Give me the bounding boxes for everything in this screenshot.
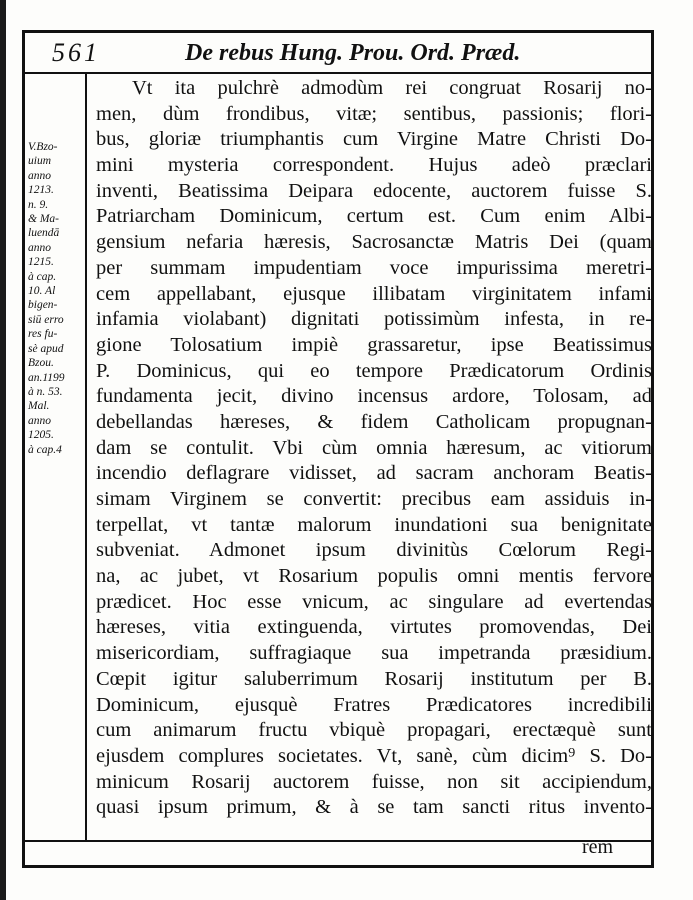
body-text [96,76,652,821]
page-number: 561 [52,38,100,67]
text-line: debellandas hæreses, & fidem Catholicam propugnan- [96,410,652,433]
running-head: De rebus Hung. Prou. Ord. Præd. [185,40,521,66]
margin-note-line: à cap. [28,270,57,283]
margin-note-line: à n. 53. [28,385,63,398]
margin-note-line: V.Bzo- [28,141,58,153]
text-line: cum animarum fructu vbiquè propagari, erectæquè sunt [96,719,652,742]
text-line: Dominicum, ejusquè Fratres Prædicatores incredibili [96,693,652,716]
text-line: prædicet. Hoc esse vnicum, ac singulare ad evertendas [96,590,652,613]
margin-note-line: res fu- [28,328,58,341]
margin-note-line: Bzou. [28,357,54,370]
header-rule [22,72,654,74]
text-line: subveniat. Admonet ipsum divinitùs Cœlorum Regi- [96,539,652,562]
margin-note-line: siū erro [28,313,64,326]
text-line: per summam impudentiam voce impurissima meretri- [96,256,652,279]
text-line: P. Dominicus, qui eo tempore Prædicatorum Ordinis [96,359,652,382]
margin-note-line: n. 9. [28,198,49,211]
text-line: na, ac jubet, vt Rosarium populis omni mentis fervore [96,565,652,588]
footer-rule [22,840,654,842]
margin-note-line: anno [28,169,51,182]
scan-edge [0,0,6,900]
margin-note-line: anno [28,241,51,254]
text-line: Patriarcham Dominicum, certum est. Cum enim Albi- [96,205,652,228]
text-line: inventi, Beatissima Deipara edocente, auctorem fuisse S. [96,179,652,202]
text-line: Vt ita pulchrè admodùm rei congruat Rosarij no- [132,77,652,99]
text-line: terpellat, vt tantæ malorum inundationi sua benignitate [96,513,652,536]
text-line: minicum Rosarij auctorem fuisse, non sit accipiendum, [96,770,652,793]
margin-notes [28,140,84,457]
text-line: ejusdem complures societates. Vt, sanè, cùm dicim⁹ S. Do- [96,744,652,767]
margin-note-line: 10. Al [28,285,56,298]
text-line: mini mysteria correspondent. Hujus adeò præclari [96,154,652,177]
margin-note-line: Mal. [28,400,50,413]
text-line: bus, gloriæ triumphantis cum Virgine Matre Christi Do- [96,128,652,151]
margin-note-line: sè apud [28,342,64,355]
text-line: simam Virginem se convertit: precibus eam assiduis in- [96,488,652,510]
margin-rule [85,72,87,840]
margin-note-line: uium [28,155,51,168]
margin-note-line: & Ma- [28,213,59,226]
text-line: infamia violabant) dignitati potissimùm infesta, in re- [96,308,652,331]
text-line: fundamenta jecit, divino incensus ardore, Tolosam, ad [96,385,652,408]
text-line: quasi ipsum primum, & à se tam sancti ritus invento- [96,796,652,819]
text-line: hæreses, vitia extinguenda, virtutes promovendas, Dei [96,616,652,639]
margin-note-line: bigen- [28,299,58,312]
margin-note-line: à cap.4 [28,443,62,456]
margin-note-line: 1205. [28,429,54,442]
text-line: incendio deflagrare vidisset, ad sacram anchoram Beatis- [96,462,652,485]
text-line: gione Tolosatium impiè grassaretur, ipse Beatissimus [96,333,652,356]
margin-note-line: anno [28,414,51,427]
text-line: dam se contulit. Vbi cùm omnia hæresum, ac vitiorum [96,436,652,459]
text-line: misericordiam, suffragiaque sua impetranda præsidium. [96,642,652,665]
margin-note-line: an.1199 [28,371,65,384]
catchword: rem [582,836,614,858]
text-line: Cœpit igitur saluberrimum Rosarij institutum per B. [96,667,652,690]
margin-note-line: 1213. [28,184,54,197]
margin-note-line: luendā [28,227,60,240]
margin-note-line: 1215. [28,256,54,269]
text-line: men, dùm frondibus, vitæ; sentibus, passionis; flori- [96,102,652,125]
text-line: gensium nefaria hæresis, Sacrosanctæ Matris Dei (quam [96,231,652,254]
text-line: cem appellabant, ejusque illibatam virginitatem infami [96,282,652,305]
